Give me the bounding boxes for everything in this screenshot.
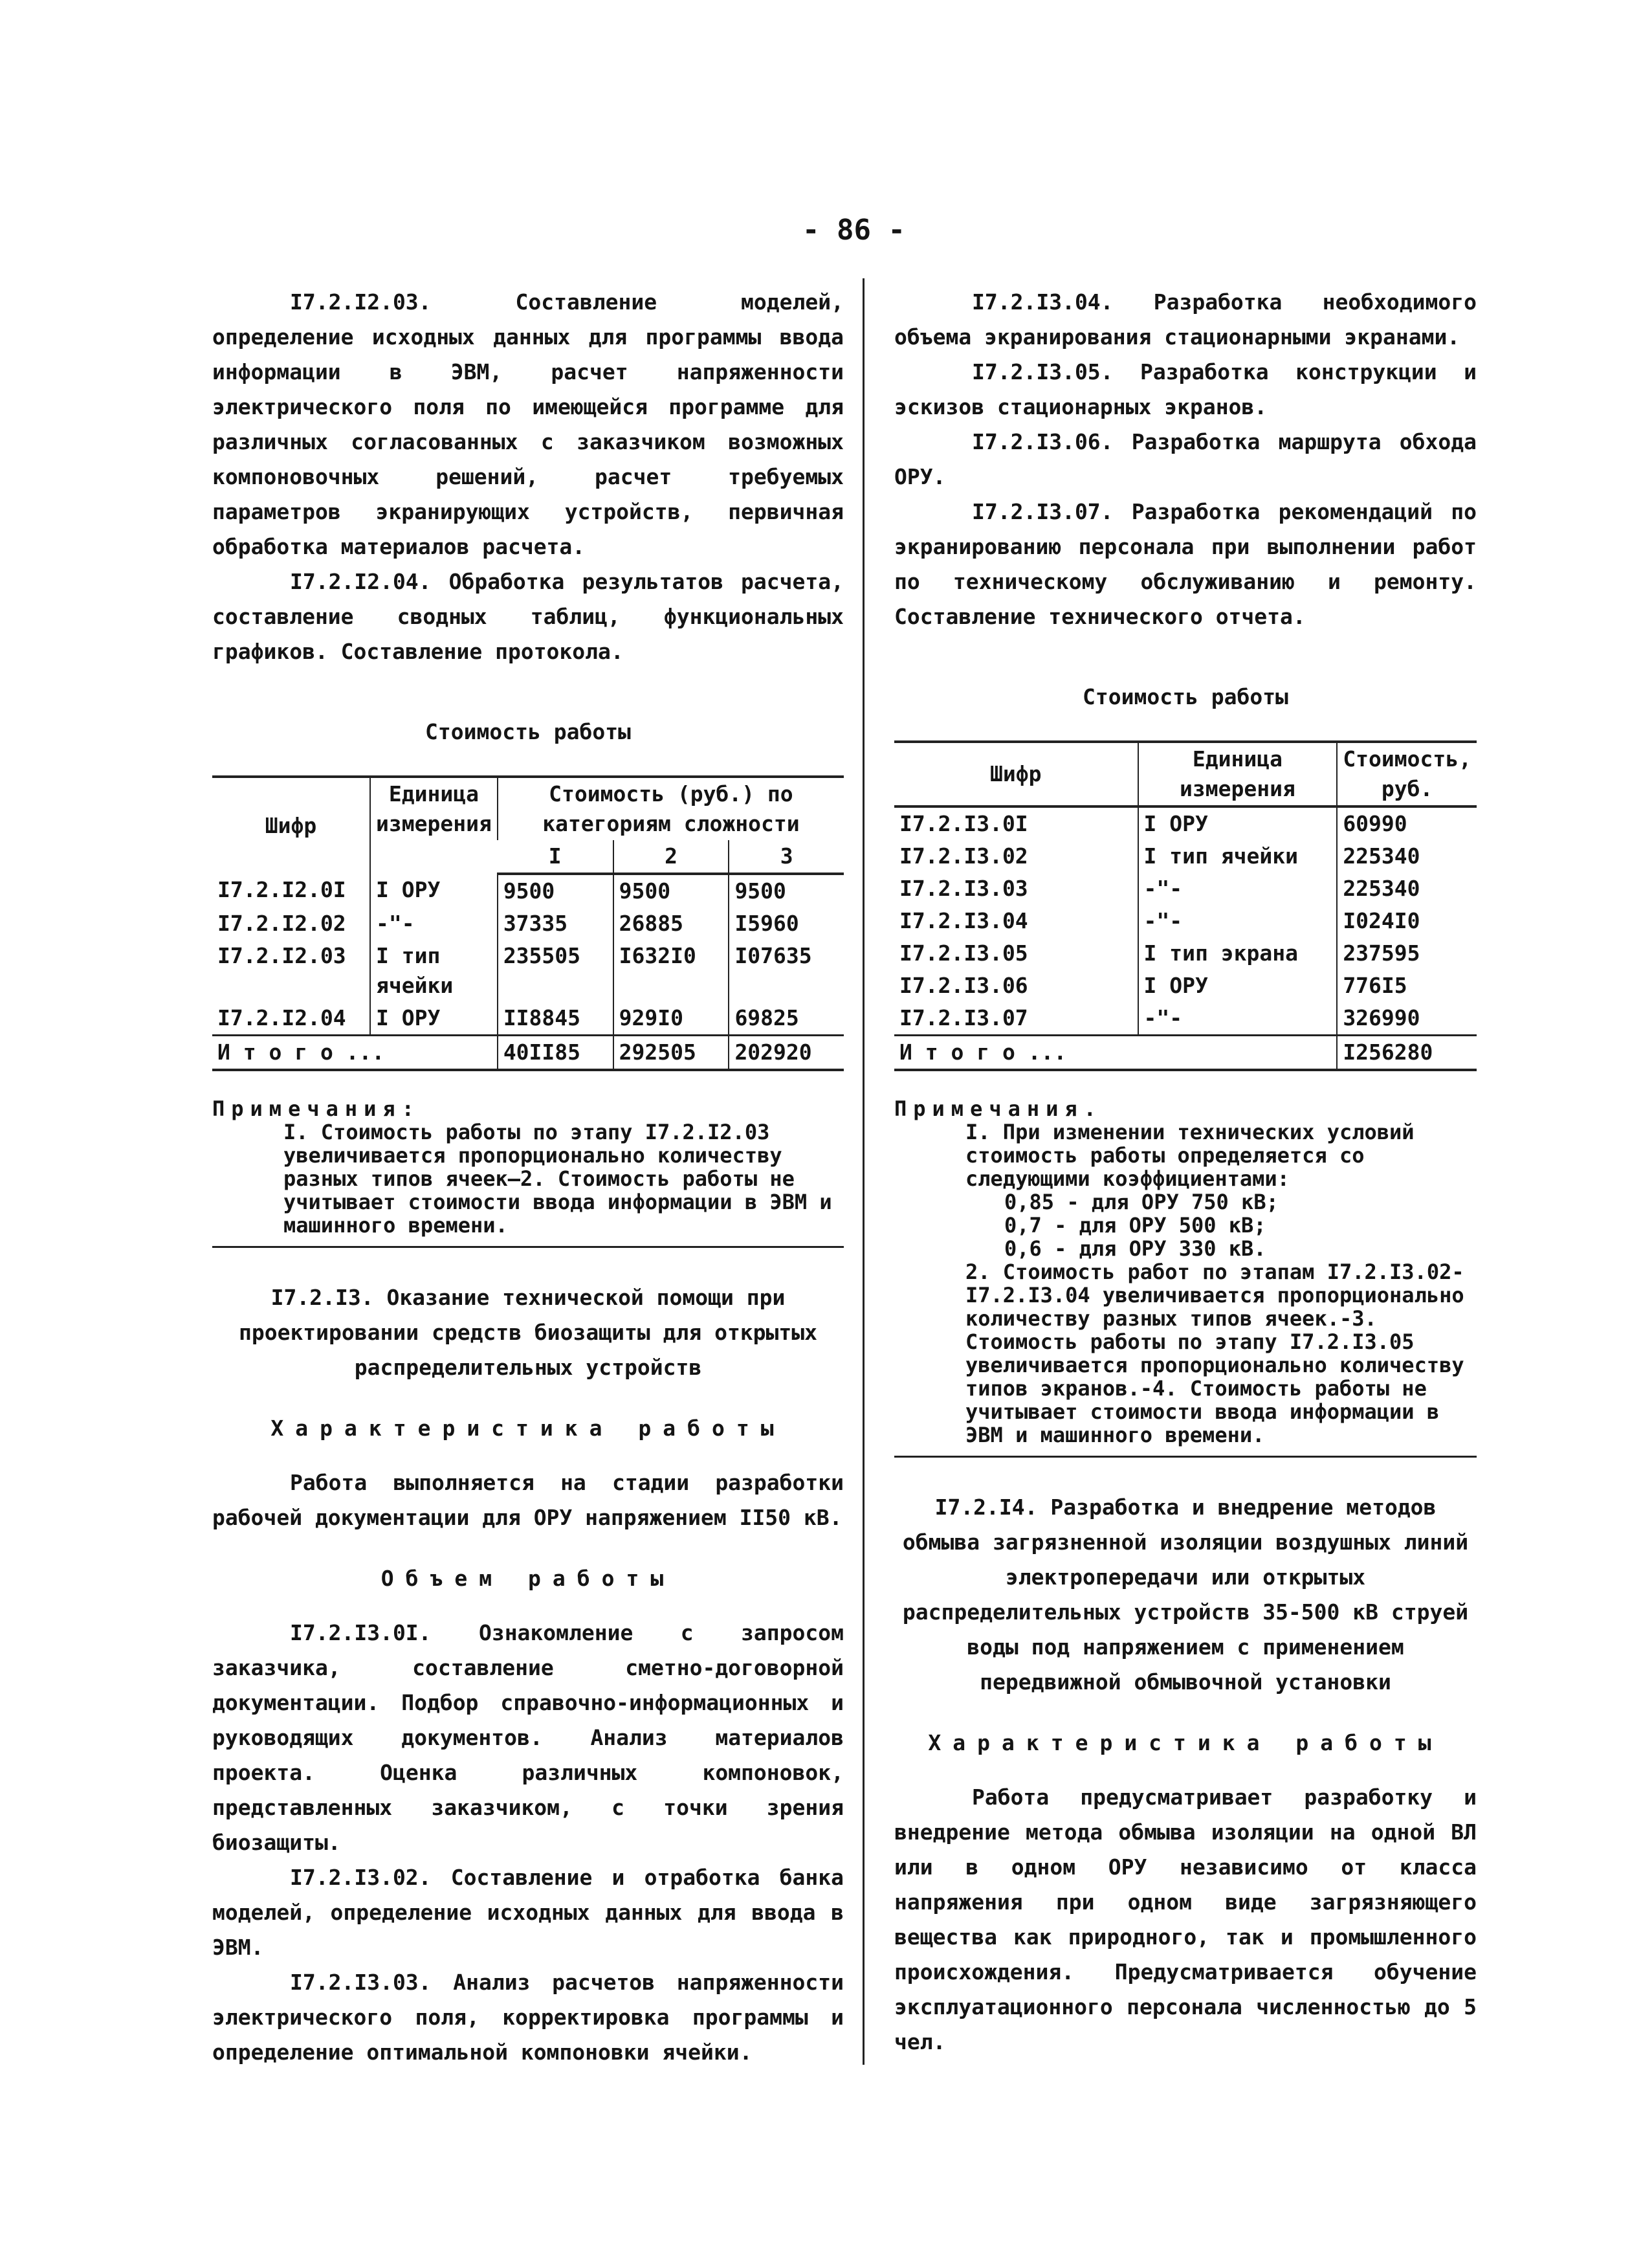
cell-cat-3: I07635	[729, 940, 844, 1002]
right-column	[894, 285, 1477, 2060]
cell-code: I7.2.I3.06	[899, 973, 1028, 998]
cell-total-cat-2: 292505	[613, 1036, 729, 1071]
cell-total-cost: I256280	[1337, 1036, 1477, 1071]
paragraph-17-2-12-03: I7.2.I2.03. Составление моделей, определение исходных данных для программы ввода информации в ЭВМ, расчет напряженности электрического поля по имеющейся программе для различных согласованных с заказчиком возможных компоновочных решений, расчет требуемых параметров экранирующих устройств, первичная обработка материалов расчета.	[212, 289, 844, 559]
cell-unit: -"-	[1138, 905, 1338, 937]
cell-cat-2: 929I0	[613, 1002, 729, 1036]
cell-unit: -"-	[370, 907, 498, 940]
table-row	[212, 874, 844, 907]
coefficient-line: 0,85 - для ОРУ 750 кВ;	[1004, 1190, 1279, 1214]
cell-cat-3: 9500	[729, 874, 844, 907]
table-row	[894, 905, 1477, 937]
cell-unit: I тип ячейки	[370, 940, 498, 1002]
cell-unit: -"-	[1138, 1002, 1338, 1036]
volume-heading: Объем работы	[380, 1566, 676, 1591]
characteristics-text: Работа выполняется на стадии разработки рабочей документации для ОРУ напряжением II50 кВ.	[212, 1470, 844, 1530]
cell-code: I7.2.I3.07	[899, 1005, 1028, 1030]
header-cost: Стоимость, руб.	[1337, 742, 1477, 806]
table-row	[212, 907, 844, 940]
table-row	[212, 940, 844, 1002]
header-unit: Единица измерения	[1138, 742, 1338, 806]
coefficient-line: 0,7 - для ОРУ 500 кВ;	[1004, 1213, 1266, 1238]
cell-code: I7.2.I2.0I	[217, 877, 346, 902]
note-item: I. Стоимость работы по этапу I7.2.I2.03 увеличивается пропорционально количеству разных типов ячеек—2. Стоимость работы не учитывает стоимости ввода информации в ЭВМ и машинного времени.	[283, 1120, 832, 1238]
cell-cat-1: 235505	[498, 940, 613, 1002]
paragraph-17-2-13-02: I7.2.I3.02. Составление и отработка банка моделей, определение исходных данных для ввода в ЭВМ.	[212, 1865, 844, 1960]
cell-code: I7.2.I2.02	[217, 911, 346, 936]
header-cost: Стоимость (руб.) по категориям сложности	[498, 777, 844, 840]
cost-table-caption: Стоимость работы	[1083, 684, 1288, 709]
characteristics-heading: Характеристика работы	[928, 1730, 1443, 1755]
cell-code: I7.2.I2.04	[217, 1005, 346, 1030]
note-item-1: I. При изменении технических условий стоимость работы определяется со следующими коэффициентами:	[965, 1120, 1415, 1191]
cell-unit: I ОРУ	[1138, 970, 1338, 1002]
cell-code: I7.2.I3.03	[899, 876, 1028, 901]
table-row	[894, 873, 1477, 905]
table-row	[894, 970, 1477, 1002]
cell-cost: 225340	[1337, 840, 1477, 873]
paragraph-17-2-13-01: I7.2.I3.0I. Ознакомление с запросом заказчика, составление сметно-договорной документации. Подбор справочно-информационных и руководящих документов. Анализ материалов проекта. Оценка различных компоновок, представленных заказчиком, с точки зрения биозащиты.	[212, 1620, 844, 1855]
cell-unit: I ОРУ	[1138, 806, 1338, 840]
cell-total-label: И т о г о ...	[212, 1036, 498, 1071]
table-total-row	[212, 1036, 844, 1071]
table-row	[894, 806, 1477, 840]
paragraph-17-2-13-05: I7.2.I3.05. Разработка конструкции и эскизов стационарных экранов.	[894, 359, 1477, 419]
cost-table-17-2-13	[894, 740, 1477, 1071]
cell-cat-1: 37335	[498, 907, 613, 940]
cell-unit: I тип ячейки	[1138, 840, 1338, 873]
cell-total-cat-1: 40II85	[498, 1036, 613, 1071]
notes-heading: Примечания:	[212, 1096, 421, 1121]
cell-code: I7.2.I3.04	[899, 908, 1028, 933]
table-row	[212, 1002, 844, 1036]
section-title-17-2-14: I7.2.I4. Разработка и внедрение методов обмыва загрязненной изоляции воздушных линий электропередачи или открытых распределительных устройств 35-500 кВ струей воды под напряжением с применением передвижной обмывочной установки	[902, 1495, 1469, 1695]
cell-unit: I ОРУ	[370, 1002, 498, 1036]
coefficient-line: 0,6 - для ОРУ 330 кВ.	[1004, 1236, 1266, 1261]
header-cat-3: 3	[729, 840, 844, 874]
cell-cat-2: I632I0	[613, 940, 729, 1002]
table-row	[894, 937, 1477, 970]
paragraph-17-2-13-04: I7.2.I3.04. Разработка необходимого объема экранирования стационарными экранами.	[894, 289, 1477, 350]
characteristics-text: Работа предусматривает разработку и внедрение метода обмыва изоляции на одной ВЛ или в одном ОРУ независимо от класса напряжения при одном виде загрязняющего вещества как природного, так и промышленного происхождения. Предусматривается обучение эксплуатационного персонала численностью до 5 чел.	[894, 1784, 1477, 2054]
cell-cost: I024I0	[1337, 905, 1477, 937]
cell-unit: I ОРУ	[370, 874, 498, 907]
column-divider	[863, 278, 865, 2065]
table-row	[894, 840, 1477, 873]
paragraph-17-2-13-07: I7.2.I3.07. Разработка рекомендаций по экранированию персонала при выполнении работ по техническому обслуживанию и ремонту. Составление технического отчета.	[894, 499, 1477, 629]
characteristics-heading: Характеристика работы	[270, 1416, 786, 1441]
cell-cat-3: 69825	[729, 1002, 844, 1036]
cell-code: I7.2.I3.02	[899, 843, 1028, 869]
notes-heading: Примечания.	[894, 1096, 1103, 1121]
cell-cost: 60990	[1337, 806, 1477, 840]
header-code: Шифр	[894, 742, 1138, 806]
cell-code: I7.2.I2.03	[217, 943, 346, 968]
paragraph-17-2-13-03: I7.2.I3.03. Анализ расчетов напряженности электрического поля, корректировка программы и определение оптимальной компоновки ячейки.	[212, 1970, 844, 2065]
cell-cat-2: 26885	[613, 907, 729, 940]
cell-cost: 237595	[1337, 937, 1477, 970]
header-code: Шифр	[212, 777, 370, 874]
table-row	[894, 1002, 1477, 1036]
cell-cost: 326990	[1337, 1002, 1477, 1036]
notes-right	[894, 1097, 1477, 1458]
cell-cat-2: 9500	[613, 874, 729, 907]
cell-code: I7.2.I3.05	[899, 940, 1028, 966]
cell-cat-1: II8845	[498, 1002, 613, 1036]
cost-table-17-2-12	[212, 775, 844, 1071]
header-cat-1: I	[498, 840, 613, 874]
notes-left	[212, 1097, 844, 1248]
paragraph-17-2-13-06: I7.2.I3.06. Разработка маршрута обхода ОРУ.	[894, 429, 1477, 489]
cell-total-cat-3: 202920	[729, 1036, 844, 1071]
note-item-2: 2. Стоимость работ по этапам I7.2.I3.02-I7.2.I3.04 увеличивается пропорционально количеству разных типов ячеек.-3. Стоимость работы по этапу I7.2.I3.05 увеличивается пропорционально количеству типов экранов.-4. Стоимость работы не учитывает стоимости ввода информации в ЭВМ и машинного времени.	[965, 1260, 1464, 1447]
cell-code: I7.2.I3.0I	[899, 811, 1028, 836]
paragraph-17-2-12-04: I7.2.I2.04. Обработка результатов расчета, составление сводных таблиц, функциональных графиков. Составление протокола.	[212, 569, 844, 664]
cell-cat-3: I5960	[729, 907, 844, 940]
cell-unit: I тип экрана	[1138, 937, 1338, 970]
cell-unit: -"-	[1138, 873, 1338, 905]
header-cat-2: 2	[613, 840, 729, 874]
cell-cat-1: 9500	[498, 874, 613, 907]
table-total-row	[894, 1036, 1477, 1071]
left-column	[212, 285, 844, 2070]
cell-cost: 225340	[1337, 873, 1477, 905]
cell-cost: 776I5	[1337, 970, 1477, 1002]
page-number: - 86 -	[802, 214, 905, 247]
section-title-17-2-13: I7.2.I3. Оказание технической помощи при проектировании средств биозащиты для открытых распределительных устройств	[238, 1285, 818, 1380]
cell-total-label: И т о г о ...	[894, 1036, 1337, 1071]
cost-table-caption: Стоимость работы	[425, 719, 631, 744]
header-unit: Единица измерения	[370, 777, 498, 874]
